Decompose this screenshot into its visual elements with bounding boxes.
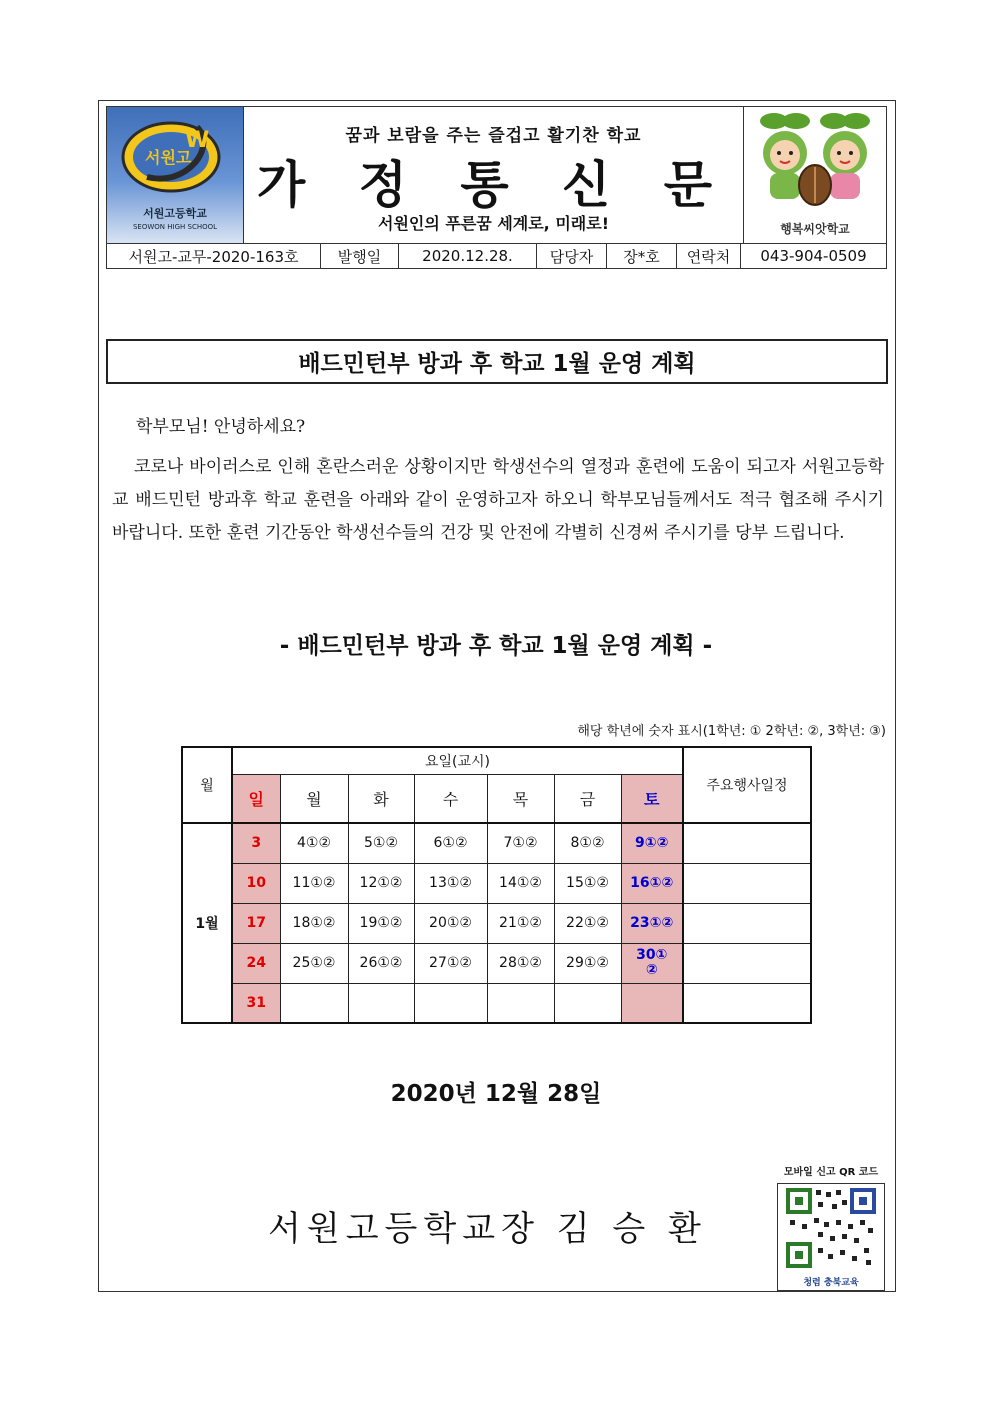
- day-cell: [554, 983, 621, 1023]
- day-cell: 27①②: [414, 943, 487, 983]
- contact-label: 연락처: [677, 244, 741, 268]
- grade-note: 해당 학년에 숫자 표시(1학년: ① 2학년: ②, 3학년: ③): [577, 724, 886, 739]
- logo-caption: 서원고등학교: [143, 207, 207, 220]
- qr-caption: 모바일 신고 QR 코드: [783, 1167, 879, 1178]
- day-cell: 30① ②: [621, 943, 683, 983]
- day-cell: 11①②: [280, 863, 348, 903]
- day-cell: 13①②: [414, 863, 487, 903]
- day-cell: 26①②: [348, 943, 414, 983]
- day-cell: [348, 983, 414, 1023]
- day-cell: 5①②: [348, 823, 414, 863]
- month-value: 1월: [182, 823, 232, 1023]
- day-cell: 8①②: [554, 823, 621, 863]
- logo-text: 서원고: [145, 148, 192, 167]
- day-cell: [280, 983, 348, 1023]
- event-cell: [683, 943, 811, 983]
- day-cell: 6①②: [414, 823, 487, 863]
- weekday-sat: 토: [621, 774, 683, 823]
- newsletter-title: 가 정 통 신 문: [256, 156, 731, 214]
- day-cell: 18①②: [280, 903, 348, 943]
- svg-text:W: W: [185, 128, 210, 153]
- qr-footer: 청렴 충북교육: [803, 1278, 859, 1288]
- section-title: - 배드민턴부 방과 후 학교 1월 운영 계획 -: [279, 633, 713, 659]
- body-paragraph: 코로나 바이러스로 인해 혼란스러운 상황이지만 학생선수의 열정과 훈련에 도움이 되고자 서원고등학교 배드민턴 방과후 학교 훈련을 아래와 같이 운영하고자 하오니 학부모님들께서도 적극 협조해 주시기 바랍니다. 또한 훈련 기간동안 학생선수들의 건강 및 안전에 각별히 신경써 주시기를 당부 드립니다.: [112, 457, 884, 543]
- logo-caption-en: SEOWON HIGH SCHOOL: [132, 223, 218, 231]
- event-cell: [683, 983, 811, 1023]
- weekday-mon: 월: [280, 774, 348, 823]
- weekday-tue: 화: [348, 774, 414, 823]
- motto: 서원인의 푸른꿈 세계로, 미래로!: [377, 214, 609, 233]
- qr-code[interactable]: [777, 1183, 885, 1291]
- slogan: 꿈과 보람을 주는 즐겁고 활기찬 학교: [345, 126, 642, 146]
- school-emblem-icon: [107, 107, 243, 203]
- day-cell: 25①②: [280, 943, 348, 983]
- info-row: [106, 243, 887, 269]
- mascot-icon: [744, 107, 886, 219]
- issued-date: 2020.12.28.: [399, 244, 537, 268]
- mascot-caption: 행복씨앗학교: [780, 222, 850, 236]
- weekday-thu: 목: [487, 774, 554, 823]
- day-cell: [487, 983, 554, 1023]
- day-cell: 4①②: [280, 823, 348, 863]
- issue-date: 2020년 12월 28일: [390, 1081, 602, 1107]
- day-cell: 29①②: [554, 943, 621, 983]
- event-cell: [683, 863, 811, 903]
- manager-label: 담당자: [537, 244, 607, 268]
- day-cell: 14①②: [487, 863, 554, 903]
- day-cell: 3: [232, 823, 280, 863]
- page-frame: [98, 100, 896, 1292]
- day-cell: 31: [232, 983, 280, 1023]
- day-cell: 24: [232, 943, 280, 983]
- mascot-box: [743, 107, 886, 243]
- doc-number: 서원고-교무-2020-163호: [107, 244, 321, 268]
- weekday-group-header: 요일(교시): [232, 747, 683, 774]
- greeting: 학부모님! 안녕하세요?: [136, 417, 306, 437]
- day-cell: 10: [232, 863, 280, 903]
- schedule-table: [181, 746, 812, 1024]
- school-logo: [107, 107, 244, 243]
- day-cell: 23①②: [621, 903, 683, 943]
- day-cell: 12①②: [348, 863, 414, 903]
- weekday-wed: 수: [414, 774, 487, 823]
- qr-code-icon: [778, 1184, 884, 1272]
- day-cell: 16①②: [621, 863, 683, 903]
- day-cell: 9①②: [621, 823, 683, 863]
- events-header: 주요행사일정: [683, 747, 811, 823]
- event-cell: [683, 823, 811, 863]
- day-cell: 19①②: [348, 903, 414, 943]
- day-cell: 20①②: [414, 903, 487, 943]
- issued-label: 발행일: [321, 244, 399, 268]
- contact-phone: 043-904-0509: [760, 247, 867, 265]
- document-title: 배드민턴부 방과 후 학교 1월 운영 계획: [106, 339, 888, 384]
- day-cell: 17: [232, 903, 280, 943]
- manager-name: 장*호: [607, 244, 677, 268]
- day-cell: 7①②: [487, 823, 554, 863]
- newsletter-header: [106, 106, 887, 244]
- day-cell: [621, 983, 683, 1023]
- weekday-sun: 일: [232, 774, 280, 823]
- month-header: 월: [182, 747, 232, 823]
- day-cell: 15①②: [554, 863, 621, 903]
- day-cell: [414, 983, 487, 1023]
- principal-signature: 서원고등학교장 김 승 환: [268, 1209, 707, 1249]
- day-cell: 28①②: [487, 943, 554, 983]
- event-cell: [683, 903, 811, 943]
- day-cell: 21①②: [487, 903, 554, 943]
- weekday-fri: 금: [554, 774, 621, 823]
- day-cell: 22①②: [554, 903, 621, 943]
